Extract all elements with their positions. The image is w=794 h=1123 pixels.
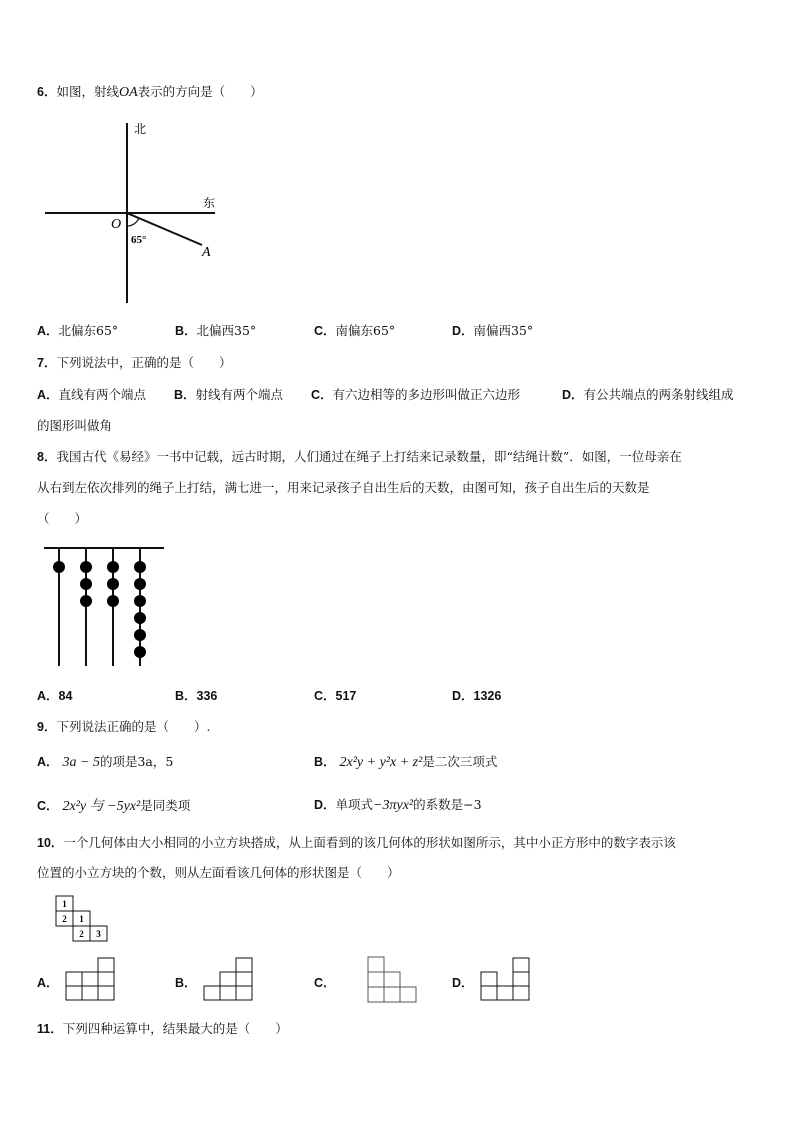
q9-option-a[interactable]: A． 3a − 5的项是3a，5 bbox=[37, 754, 174, 770]
knot bbox=[53, 561, 65, 573]
q8-stem-line1: 8．我国古代《易经》一书中记载，远古时期，人们通过在绳子上打结来记录数量，即“结绳计数”．如图，一位母亲在 bbox=[37, 449, 682, 464]
point-a-label: A bbox=[202, 245, 211, 260]
q6-option-d[interactable]: D．南偏西35° bbox=[452, 323, 534, 338]
q9-stem: 9．下列说法正确的是（ ）. bbox=[37, 719, 211, 734]
q9-option-b-math: 2x²y + y²x + z² bbox=[339, 755, 423, 770]
q6-stem: 6．如图，射线OA表示的方向是（ ） bbox=[37, 84, 263, 100]
knot bbox=[134, 595, 146, 607]
q9-option-c-math: 2x²y 与 −5yx² bbox=[62, 799, 141, 814]
knot bbox=[107, 561, 119, 573]
knot bbox=[134, 646, 146, 658]
angle-label: 65° bbox=[131, 234, 147, 246]
q10-option-d-figure[interactable] bbox=[479, 956, 535, 1004]
grid-number: 2 bbox=[79, 929, 84, 939]
q10-option-a-label[interactable]: A． bbox=[37, 976, 59, 990]
q7-option-c[interactable]: C．有六边相等的多边形叫做正六边形 bbox=[311, 387, 521, 402]
knot bbox=[134, 629, 146, 641]
knot bbox=[80, 578, 92, 590]
knot bbox=[80, 561, 92, 573]
q10-stem-line1: 10．一个几何体由大小相同的小立方块搭成，从上面看到的该几何体的形状如图所示，其中小正方形中的数字表示该 bbox=[37, 835, 676, 850]
knot bbox=[134, 578, 146, 590]
q10-option-d-label[interactable]: D． bbox=[452, 976, 474, 990]
q7-stem: 7．下列说法中，正确的是（ ） bbox=[37, 355, 232, 370]
q7-option-a[interactable]: A．直线有两个端点 bbox=[37, 387, 147, 402]
q9-option-d-math: −3πyx² bbox=[373, 798, 414, 813]
q9-option-d[interactable]: D．单项式−3πyx²的系数是−3 bbox=[314, 797, 482, 813]
q6-option-a[interactable]: A．北偏东65° bbox=[37, 323, 119, 338]
grid-number: 3 bbox=[96, 929, 101, 939]
q8-option-b[interactable]: B．336 bbox=[175, 689, 218, 703]
q10-option-c-figure[interactable] bbox=[366, 955, 420, 1005]
east-label: 东 bbox=[203, 196, 216, 210]
q8-knot-ropes-figure bbox=[40, 542, 168, 670]
q9-option-c[interactable]: C． 2x²y 与 −5yx²是同类项 bbox=[37, 798, 191, 814]
origin-label: O bbox=[111, 217, 122, 232]
q7-option-b[interactable]: B．射线有两个端点 bbox=[174, 387, 284, 402]
grid-number: 1 bbox=[79, 914, 84, 924]
q7-option-d-continued: 的图形叫做角 bbox=[37, 418, 113, 433]
ropes-group bbox=[53, 548, 146, 666]
q6-option-c[interactable]: C．南偏东65° bbox=[314, 323, 396, 338]
q10-option-a-figure[interactable] bbox=[64, 956, 120, 1004]
grid-number: 2 bbox=[62, 914, 67, 924]
q8-option-d[interactable]: D．1326 bbox=[452, 689, 502, 703]
q9-option-b[interactable]: B． 2x²y + y²x + z²是二次三项式 bbox=[314, 754, 498, 770]
knot bbox=[134, 561, 146, 573]
knot bbox=[107, 595, 119, 607]
q10-option-b-figure[interactable] bbox=[202, 956, 258, 1004]
q6-option-b[interactable]: B．北偏西35° bbox=[175, 323, 257, 338]
q10-top-view-grid bbox=[54, 894, 114, 946]
q8-option-a[interactable]: A．84 bbox=[37, 689, 73, 703]
q7-option-d[interactable]: D．有公共端点的两条射线组成 bbox=[562, 387, 734, 402]
q8-option-c[interactable]: C．517 bbox=[314, 689, 357, 703]
angle-arc bbox=[127, 218, 139, 226]
q10-stem-line2: 位置的小立方块的个数，则从左面看该几何体的形状图是（ ） bbox=[37, 865, 400, 880]
q8-stem-line3: （ ） bbox=[37, 511, 88, 526]
q9-option-a-math: 3a − 5 bbox=[62, 755, 100, 770]
q10-option-c-label[interactable]: C． bbox=[314, 976, 336, 990]
q11-stem: 11．下列四种运算中，结果最大的是（ ） bbox=[37, 1021, 288, 1036]
q8-stem-line2: 从右到左依次排列的绳子上打结，满七进一，用来记录孩子自出生后的天数，由图可知，孩子自出生后的天数是 bbox=[37, 480, 650, 495]
knot bbox=[134, 612, 146, 624]
q6-direction-figure bbox=[40, 115, 230, 310]
knot bbox=[80, 595, 92, 607]
q10-option-b-label[interactable]: B． bbox=[175, 976, 197, 990]
north-label: 北 bbox=[134, 122, 147, 136]
grid-number: 1 bbox=[62, 899, 67, 909]
knot bbox=[107, 578, 119, 590]
